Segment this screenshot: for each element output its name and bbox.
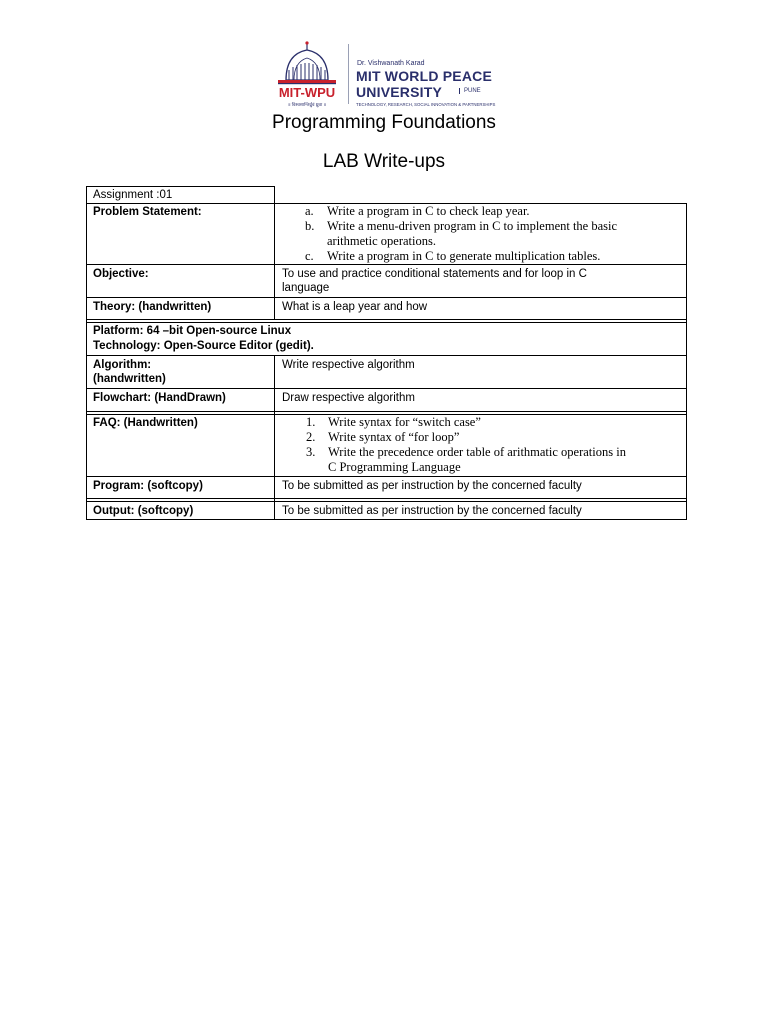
objective-value [282, 267, 587, 295]
column-divider-lower [274, 356, 275, 520]
logo-motto: ॥ विश्वशान्तिर्ध्रुवं ध्रुवा ॥ [287, 102, 327, 107]
university-tagline: TECHNOLOGY, RESEARCH, SOCIAL INNOVATION & PARTNERSHIPS [356, 102, 496, 107]
list-marker: 3. [306, 445, 316, 459]
list-item-text: C Programming Language [328, 460, 461, 474]
list-marker: 2. [306, 430, 316, 444]
algorithm-value: Write respective algorithm [282, 359, 415, 371]
faq-label: FAQ: (Handwritten) [93, 417, 198, 429]
university-name-block [354, 40, 508, 112]
program-value: To be submitted as per instruction by the concerned faculty [282, 480, 582, 492]
objective-line: language [282, 282, 330, 294]
objective-line: To use and practice conditional statements and for loop in C [282, 268, 587, 280]
list-item-text: Write a menu-driven program in C to implement the basic [327, 219, 618, 233]
row-line-double [86, 498, 687, 502]
output-label: Output: (softcopy) [93, 505, 194, 517]
algorithm-label-line: (handwritten) [93, 373, 166, 385]
list-item [305, 249, 617, 264]
university-name-line1: MIT WORLD PEACE [356, 68, 492, 84]
flowchart-label: Flowchart: (HandDrawn) [93, 392, 226, 404]
assignment-label: Assignment :01 [93, 189, 173, 201]
row-line-double [86, 319, 687, 323]
university-logo [272, 40, 508, 112]
output-value: To be submitted as per instruction by the concerned faculty [282, 505, 582, 517]
faq-list [306, 415, 626, 475]
list-item [306, 445, 626, 475]
list-marker: c. [305, 249, 314, 263]
list-item-text: Write the precedence order table of arithmatic operations in [328, 445, 626, 459]
problem-statement-list [305, 204, 617, 264]
row-line [86, 476, 687, 477]
technology-line: Technology: Open-Source Editor (gedit). [93, 340, 314, 352]
row-line [86, 264, 687, 265]
list-item-text: Write syntax of “for loop” [328, 430, 460, 444]
list-marker: a. [305, 204, 314, 218]
list-item [305, 219, 617, 249]
theory-label: Theory: (handwritten) [93, 301, 212, 313]
row-line [86, 297, 687, 298]
column-divider-upper [274, 203, 275, 320]
list-marker: b. [305, 219, 315, 233]
logo-wordmark: MIT-WPU [278, 85, 336, 100]
university-name-line2: UNIVERSITY [356, 84, 443, 100]
mit-wpu-emblem [272, 40, 342, 112]
document-title: Programming Foundations [272, 112, 496, 133]
algorithm-label-line: Algorithm: [93, 359, 152, 371]
logo-divider [348, 44, 349, 104]
university-city: PUNE [459, 88, 481, 94]
list-item [305, 204, 617, 219]
list-item-text: arithmetic operations. [327, 234, 436, 248]
row-line [86, 388, 687, 389]
problem-statement-label: Problem Statement: [93, 206, 202, 218]
assignment-divider [274, 186, 275, 204]
list-item [306, 415, 626, 430]
list-item [306, 430, 626, 445]
list-item-text: Write a program in C to check leap year. [327, 204, 530, 218]
row-line [86, 355, 687, 356]
algorithm-label [93, 358, 166, 386]
list-marker: 1. [306, 415, 316, 429]
list-item-text: Write a program in C to generate multiplication tables. [327, 249, 601, 263]
document-subtitle: LAB Write-ups [322, 151, 446, 172]
program-label: Program: (softcopy) [93, 480, 203, 492]
platform-line: Platform: 64 –bit Open-source Linux [93, 325, 292, 337]
objective-label: Objective: [93, 268, 149, 280]
founder-name: Dr. Vishwanath Karad [357, 60, 425, 67]
theory-value: What is a leap year and how [282, 301, 428, 313]
flowchart-value: Draw respective algorithm [282, 392, 415, 404]
list-item-text: Write syntax for “switch case” [328, 415, 481, 429]
